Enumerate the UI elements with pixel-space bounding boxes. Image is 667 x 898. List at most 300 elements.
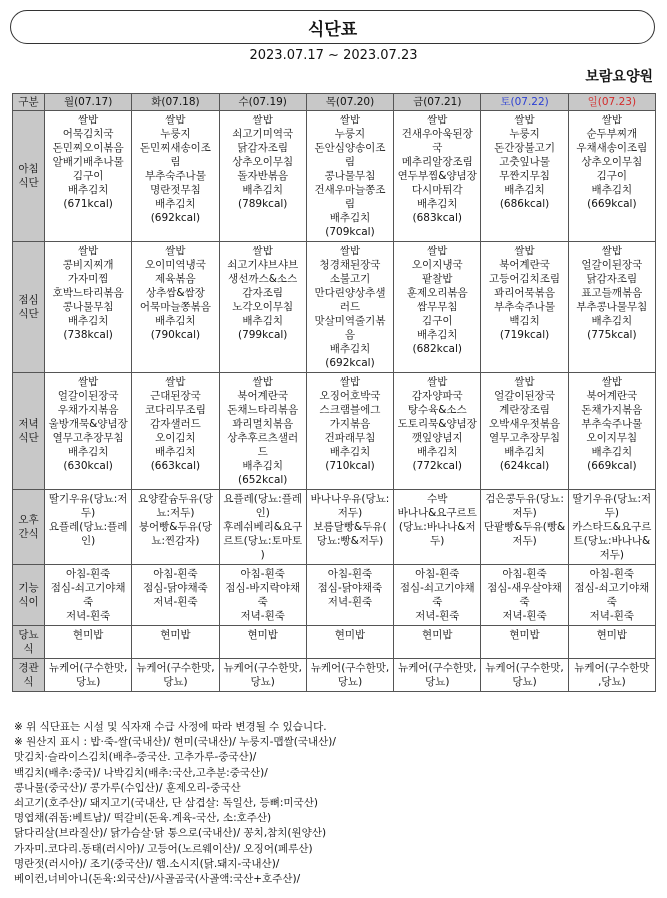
- menu-item: 코다리무조림: [144, 404, 206, 416]
- menu-item: 뉴케어(구수한맛,: [310, 662, 390, 674]
- menu-item: 뇨:저두): [156, 507, 195, 519]
- day-header-row: [13, 94, 656, 111]
- menu-item: 어묵마늘쫑볶음: [139, 301, 211, 313]
- facility-name: 보람요양원: [585, 69, 653, 85]
- menu-item: 스크램블에그: [319, 404, 381, 416]
- menu-cell-snack-mon: [45, 490, 132, 565]
- menu-cell-lunch-mon: [45, 242, 132, 373]
- menu-row-diabetic-diet: [13, 626, 656, 659]
- row-label-line: 저녁: [18, 418, 39, 430]
- menu-item: 아침-흰죽: [65, 568, 111, 580]
- row-label-diabetic-diet: [13, 626, 45, 659]
- menu-item: 쌀밥: [165, 376, 186, 388]
- menu-item: 배추김치: [155, 446, 196, 458]
- menu-item: 오이지냉국: [411, 259, 463, 271]
- menu-item: 림: [344, 198, 356, 210]
- menu-item: 노각오이무침: [232, 301, 294, 313]
- menu-item: 배추김치: [591, 446, 633, 458]
- menu-item: 연두부찜&양념장: [397, 170, 477, 182]
- menu-item: (799kcal): [237, 329, 288, 341]
- menu-item: (775kcal): [587, 329, 637, 341]
- menu-item: 오징어호박국: [319, 390, 381, 402]
- menu-row-snack: [13, 490, 656, 565]
- menu-item: 저녁-흰죽: [415, 610, 460, 622]
- menu-item: 점심-쇠고기야채: [399, 582, 475, 594]
- menu-cell-tube-feeding-sun: [568, 659, 655, 692]
- menu-item: 도토리묵&양념장: [397, 418, 477, 430]
- day-header-mon: 월(07.17): [45, 94, 132, 111]
- menu-item: 돈채느타리볶음: [227, 404, 299, 416]
- menu-item: 딸기우유(당뇨:저: [48, 493, 128, 505]
- menu-item: 순두부찌개: [586, 128, 638, 140]
- day-header-wed: 수(07.19): [219, 94, 306, 111]
- menu-row-tube-feeding: [13, 659, 656, 692]
- menu-item: 배추김치: [242, 315, 283, 327]
- menu-item: 저녁-흰죽: [327, 596, 373, 608]
- menu-item: 생선까스&소스: [228, 273, 298, 285]
- menu-cell-tube-feeding-tue: [132, 659, 219, 692]
- menu-item: 단팥빵&두유(빵&: [483, 521, 566, 533]
- menu-item: 김구이: [596, 170, 628, 182]
- menu-item: 근대된장국: [150, 390, 201, 402]
- row-label-line: 당뇨: [18, 629, 39, 641]
- menu-item: 아침-흰죽: [153, 568, 198, 580]
- menu-item: 아침-흰죽: [415, 568, 460, 580]
- menu-item: 콩나물무침: [62, 301, 114, 313]
- menu-item: 점심-바지락야채: [225, 582, 301, 594]
- menu-item: 울방개묵&양념장: [48, 418, 128, 430]
- menu-cell-dinner-wed: [219, 373, 306, 490]
- menu-item: 건새우아욱된장: [401, 128, 473, 140]
- note-line: 가자미.코다리.동태(러시아)/ 고등어(노르웨이산)/ 오징어(페루산): [14, 842, 313, 855]
- menu-cell-lunch-tue: [132, 242, 219, 373]
- menu-cell-dinner-sat: [481, 373, 568, 490]
- menu-item: 배추김치: [416, 329, 458, 341]
- menu-row-lunch: [13, 242, 656, 373]
- menu-item: 열무고추장무침: [489, 432, 561, 444]
- menu-item: 검은콩두유(당뇨:: [485, 493, 564, 505]
- menu-item: 부추숙주나물: [581, 418, 643, 430]
- menu-item: 뉴케어(구수한맛,: [48, 662, 128, 674]
- note-line: 닭다리살(브라질산)/ 닭가슴살·닭 통으로(국내산)/ 꽁치,참치(원양산): [14, 827, 327, 840]
- menu-item: 저녁-흰죽: [589, 610, 635, 622]
- menu-item: 배추김치: [329, 343, 371, 355]
- menu-item: 백김치: [509, 315, 540, 327]
- menu-item: 돌자반볶음: [237, 170, 289, 182]
- menu-item: 현미밥: [334, 629, 366, 641]
- menu-item: 저녁-흰죽: [65, 610, 111, 622]
- menu-cell-special-diet-fri: [394, 565, 481, 626]
- menu-item: (669kcal): [587, 198, 637, 210]
- menu-item: 현미밥: [72, 629, 104, 641]
- menu-item: 감자양파국: [411, 390, 463, 402]
- menu-item: (682kcal): [412, 343, 462, 355]
- menu-item: 당뇨): [512, 676, 537, 688]
- menu-item: 수박: [427, 493, 448, 505]
- menu-cell-special-diet-thu: [306, 565, 393, 626]
- menu-item: (692kcal): [150, 212, 201, 224]
- menu-item: 저녁-흰죽: [153, 596, 198, 608]
- menu-item: 뉴케어(구수한맛,: [485, 662, 564, 674]
- menu-item: 어묵김치국: [62, 128, 114, 140]
- menu-item: 배추김치: [591, 184, 633, 196]
- menu-item: 계란장조림: [499, 404, 550, 416]
- menu-item: 쌀밥: [339, 376, 361, 388]
- menu-item: (790kcal): [150, 329, 201, 341]
- menu-cell-lunch-sat: [481, 242, 568, 373]
- menu-cell-lunch-thu: [306, 242, 393, 373]
- menu-cell-lunch-wed: [219, 242, 306, 373]
- menu-item: 배추김치: [416, 446, 458, 458]
- menu-item: (789kcal): [237, 198, 288, 210]
- menu-cell-tube-feeding-sat: [481, 659, 568, 692]
- menu-item: 돈간장불고기: [494, 142, 555, 154]
- menu-item: 아침-흰죽: [327, 568, 373, 580]
- row-label-line: 식: [23, 643, 34, 655]
- menu-item: 죽: [606, 596, 617, 608]
- menu-item: 현미밥: [596, 629, 628, 641]
- menu-cell-diabetic-diet-sat: [481, 626, 568, 659]
- menu-item: 당뇨:빵&저두): [316, 535, 384, 547]
- note-line: 콩나물(중국산)/ 콩가루(수입산)/ 훈제오리-중국산: [14, 781, 241, 794]
- menu-cell-tube-feeding-wed: [219, 659, 306, 692]
- row-label-line: 아침: [18, 163, 39, 175]
- menu-item: 요양칼슘두유(당: [137, 493, 213, 505]
- menu-item: 배추김치: [67, 315, 109, 327]
- menu-item: 탕수육&소스: [407, 404, 467, 416]
- menu-item: 누룽지: [509, 128, 540, 140]
- menu-cell-snack-sun: [568, 490, 655, 565]
- menu-item: 북어계란국: [237, 390, 289, 402]
- menu-item: 점심-닭야채죽: [317, 582, 383, 594]
- note-line: 백김치(배추:중국)/ 나박김치(배추:국산,고추분:중국산)/: [14, 766, 268, 779]
- menu-item: 쌀밥: [427, 376, 448, 388]
- menu-item: 당뇨): [75, 676, 101, 688]
- menu-item: (738kcal): [63, 329, 113, 341]
- menu-item: 점심-닭야채죽: [143, 582, 208, 594]
- menu-item: 배추김치: [416, 198, 458, 210]
- menu-item: 죽: [257, 596, 268, 608]
- menu-item: 쌀밥: [252, 245, 273, 257]
- menu-cell-breakfast-wed: [219, 111, 306, 242]
- menu-item: 무짠지무침: [499, 170, 550, 182]
- menu-cell-diabetic-diet-mon: [45, 626, 132, 659]
- menu-item: 쌀밥: [514, 114, 535, 126]
- menu-item: 쌀밥: [77, 245, 99, 257]
- menu-item: (당뇨:바나나&저: [398, 521, 476, 533]
- menu-cell-breakfast-thu: [306, 111, 393, 242]
- menu-item: 북어계란국: [586, 390, 638, 402]
- menu-item: 열무고추장무침: [52, 432, 124, 444]
- note-line: ※ 원산지 표시 : 밥·죽-쌀(국내산)/ 현미(국내산)/ 누룽지-맵쌀(국내산)/: [14, 736, 336, 749]
- menu-item: 러드: [339, 301, 361, 313]
- menu-item: 저두): [599, 549, 625, 561]
- menu-cell-diabetic-diet-thu: [306, 626, 393, 659]
- menu-cell-snack-fri: [394, 490, 481, 565]
- menu-cell-tube-feeding-thu: [306, 659, 393, 692]
- menu-item: 우채새송이조림: [576, 142, 648, 154]
- menu-item: 배추김치: [155, 198, 196, 210]
- menu-cell-special-diet-sun: [568, 565, 655, 626]
- menu-item: 르트(당뇨:토마토: [223, 535, 303, 547]
- menu-cell-diabetic-diet-wed: [219, 626, 306, 659]
- menu-item: 호박느타리볶음: [52, 287, 124, 299]
- row-label-special-diet: [13, 565, 45, 626]
- note-line: 맛김치·슬라이스김치(배추-중국산. 고추가루-중국산)/: [14, 751, 257, 764]
- menu-item: 표고들깨볶음: [581, 287, 643, 299]
- row-label-line: 식단: [18, 177, 39, 189]
- row-label-tube-feeding: [13, 659, 45, 692]
- menu-item: 두): [604, 507, 619, 519]
- menu-item: 쌀밥: [165, 245, 186, 257]
- row-label-line: 점심: [18, 294, 39, 306]
- menu-item: 상추오이무침: [581, 156, 643, 168]
- menu-item: 팥찰밥: [422, 273, 453, 285]
- menu-item: 카스타드&요구르: [572, 521, 652, 533]
- menu-item: 아침-흰죽: [240, 568, 285, 580]
- menu-item: 아침-흰죽: [589, 568, 635, 580]
- menu-cell-dinner-thu: [306, 373, 393, 490]
- row-label-line: 경관: [18, 662, 39, 674]
- row-label-snack: [13, 490, 45, 565]
- menu-item: 쌀밥: [77, 376, 99, 388]
- menu-cell-special-diet-sat: [481, 565, 568, 626]
- menu-item: 얼갈이된장국: [581, 259, 643, 271]
- row-label-line: 오후: [18, 514, 39, 526]
- menu-item: (709kcal): [325, 226, 375, 238]
- menu-item: ): [260, 549, 265, 561]
- menu-item: 쇠고기미역국: [232, 128, 294, 140]
- menu-item: 배추김치: [67, 184, 109, 196]
- menu-item: 배추김치: [242, 184, 283, 196]
- menu-item: 감자샐러드: [150, 418, 201, 430]
- menu-item: 인): [81, 535, 96, 547]
- row-label-breakfast: [13, 111, 45, 242]
- menu-item: 부추콩나물무침: [576, 301, 648, 313]
- menu-cell-tube-feeding-fri: [394, 659, 481, 692]
- menu-item: 죽: [519, 596, 530, 608]
- menu-cell-lunch-fri: [394, 242, 481, 373]
- menu-item: 감자조림: [242, 287, 283, 299]
- menu-item: 당뇨): [163, 676, 188, 688]
- menu-item: 배추김치: [591, 315, 633, 327]
- menu-item: 요플레(당뇨:플레: [223, 493, 303, 505]
- menu-item: 만다린양상추샐: [314, 287, 386, 299]
- page-title-box: [10, 10, 655, 44]
- menu-cell-breakfast-fri: [394, 111, 481, 242]
- menu-item: 상추쌈&쌈장: [145, 287, 205, 299]
- menu-item: 오이김치: [155, 432, 196, 444]
- menu-item: 림: [344, 156, 356, 168]
- menu-item: 제육볶음: [155, 273, 196, 285]
- menu-item: 부추숙주나물: [144, 170, 206, 182]
- menu-item: 죽: [432, 596, 443, 608]
- menu-cell-snack-tue: [132, 490, 219, 565]
- menu-item: 당뇨): [250, 676, 275, 688]
- day-header-tue: 화(07.18): [132, 94, 219, 111]
- weekly-menu-table: [12, 93, 656, 692]
- menu-item: 붕어빵&두유(당: [138, 521, 212, 533]
- menu-item: 오박새우젓볶음: [489, 418, 561, 430]
- menu-item: 뉴케어(구수한맛,: [223, 662, 302, 674]
- row-label-line: 간식: [18, 528, 39, 540]
- menu-item: 요플레(당뇨:플레: [48, 521, 128, 533]
- note-line: 명엽채(쥐돔:베트남)/ 떡갈비(돈육.계육-국산, 소:호주산): [14, 812, 272, 825]
- menu-item: 돈민찌오이볶음: [52, 142, 124, 154]
- menu-item: 쌀밥: [514, 376, 535, 388]
- menu-cell-diabetic-diet-tue: [132, 626, 219, 659]
- menu-item: 배추김치: [329, 446, 371, 458]
- menu-item: 아침-흰죽: [502, 568, 547, 580]
- menu-item: 꽈리멸치볶음: [232, 418, 294, 430]
- row-label-dinner: [13, 373, 45, 490]
- menu-cell-dinner-sun: [568, 373, 655, 490]
- menu-cell-breakfast-tue: [132, 111, 219, 242]
- menu-item: 뉴케어(구수한맛: [574, 662, 650, 674]
- menu-cell-snack-wed: [219, 490, 306, 565]
- menu-cell-breakfast-sun: [568, 111, 655, 242]
- menu-cell-snack-sat: [481, 490, 568, 565]
- corner-header: 구분: [13, 94, 45, 111]
- menu-item: 쌈무무침: [416, 301, 458, 313]
- note-line: 명란젓(러시아)/ 조기(중국산)/ 햄.소시지(닭.돼지-국내산)/: [14, 857, 280, 870]
- menu-cell-lunch-sun: [568, 242, 655, 373]
- menu-item: (692kcal): [325, 357, 375, 369]
- menu-item: 누룽지: [334, 128, 366, 140]
- menu-item: 저두): [337, 507, 363, 519]
- menu-table-body: [13, 111, 656, 692]
- menu-item: 건새우마늘쫑조: [314, 184, 386, 196]
- menu-row-special-diet: [13, 565, 656, 626]
- menu-item: 깻잎양념지: [411, 432, 463, 444]
- menu-item: 드: [257, 446, 268, 458]
- menu-item: 림: [170, 156, 181, 168]
- menu-item: 돈안심양송이조: [314, 142, 386, 154]
- menu-item: 콩비지찌개: [62, 259, 114, 271]
- menu-item: 얼갈이된장국: [57, 390, 119, 402]
- menu-item: 상추후르츠샐러: [227, 432, 299, 444]
- note-line: 쇠고기(호주산)/ 돼지고기(국내산, 단 삼겹살: 독일산, 등뼈:미국산): [14, 797, 318, 810]
- menu-item: 명란젓무침: [150, 184, 201, 196]
- menu-item: 현미밥: [160, 629, 191, 641]
- menu-item: 인): [255, 507, 270, 519]
- menu-item: 고등어김치조림: [489, 273, 561, 285]
- menu-item: 당뇨): [337, 676, 363, 688]
- menu-cell-breakfast-sat: [481, 111, 568, 242]
- menu-cell-special-diet-mon: [45, 565, 132, 626]
- row-label-line: 기능: [18, 582, 39, 594]
- menu-item: 저두): [512, 507, 537, 519]
- menu-cell-diabetic-diet-fri: [394, 626, 481, 659]
- menu-item: ,당뇨): [597, 676, 626, 688]
- menu-item: (630kcal): [63, 460, 113, 472]
- menu-item: (710kcal): [325, 460, 375, 472]
- menu-item: 배추김치: [155, 315, 196, 327]
- menu-item: (772kcal): [412, 460, 462, 472]
- menu-item: 쌀밥: [339, 245, 361, 257]
- menu-cell-dinner-tue: [132, 373, 219, 490]
- menu-item: 음: [344, 329, 356, 341]
- menu-item: 저녁-흰죽: [502, 610, 547, 622]
- notes-section: [14, 720, 654, 887]
- menu-item: (624kcal): [499, 460, 550, 472]
- menu-item: 닭감자조림: [237, 142, 289, 154]
- menu-item: (652kcal): [237, 474, 288, 486]
- menu-item: 돈채가지볶음: [581, 404, 643, 416]
- menu-item: 저녁-흰죽: [240, 610, 285, 622]
- menu-item: 쌀밥: [252, 114, 273, 126]
- menu-item: 딸기우유(당뇨:저: [572, 493, 652, 505]
- menu-item: 쌀밥: [252, 376, 273, 388]
- menu-cell-breakfast-mon: [45, 111, 132, 242]
- menu-item: 쌀밥: [601, 376, 622, 388]
- row-label-line: 식이: [18, 596, 39, 608]
- day-header-sun: 일(07.23): [568, 94, 655, 111]
- menu-item: 뉴케어(구수한맛,: [136, 662, 215, 674]
- row-label-line: 식단: [18, 308, 39, 320]
- menu-item: 점심-쇠고기야채: [50, 582, 126, 594]
- menu-item: (686kcal): [499, 198, 550, 210]
- menu-item: 배추김치: [67, 446, 109, 458]
- menu-item: 두): [430, 535, 445, 547]
- menu-item: 점심-새우살야채: [487, 582, 562, 594]
- menu-item: 배추김치: [242, 460, 283, 472]
- menu-item: 트(당뇨:바나나&: [573, 535, 651, 547]
- menu-item: (663kcal): [150, 460, 201, 472]
- menu-item: 현미밥: [422, 629, 453, 641]
- menu-item: 상추오이무침: [232, 156, 294, 168]
- menu-cell-tube-feeding-mon: [45, 659, 132, 692]
- menu-item: 국: [432, 142, 443, 154]
- menu-period: 2023.07.17 ~ 2023.07.23: [249, 48, 418, 63]
- menu-row-dinner: [13, 373, 656, 490]
- menu-cell-special-diet-wed: [219, 565, 306, 626]
- menu-item: 두): [81, 507, 96, 519]
- row-label-lunch: [13, 242, 45, 373]
- menu-cell-diabetic-diet-sun: [568, 626, 655, 659]
- day-header-fri: 금(07.21): [394, 94, 481, 111]
- menu-item: 후레쉬베리&요구: [223, 521, 303, 533]
- menu-cell-dinner-fri: [394, 373, 481, 490]
- menu-item: 콩나물무침: [324, 170, 376, 182]
- menu-item: 쌀밥: [165, 114, 186, 126]
- day-header-sat: 토(07.22): [481, 94, 568, 111]
- menu-cell-snack-thu: [306, 490, 393, 565]
- note-line: ※ 위 식단표는 시설 및 식자재 수급 사정에 따라 변경될 수 있습니다.: [14, 721, 327, 733]
- menu-item: 쌀밥: [601, 114, 622, 126]
- menu-item: 돈민찌새송이조: [139, 142, 211, 154]
- menu-item: (683kcal): [412, 212, 462, 224]
- menu-item: 배추김치: [504, 184, 545, 196]
- menu-item: 김구이: [72, 170, 104, 182]
- menu-item: 가자미찜: [67, 273, 109, 285]
- menu-row-breakfast: [13, 111, 656, 242]
- menu-item: 당뇨): [425, 676, 450, 688]
- menu-cell-special-diet-tue: [132, 565, 219, 626]
- menu-item: 가지볶음: [329, 418, 371, 430]
- menu-item: 청경채된장국: [319, 259, 381, 271]
- menu-item: 얼갈이된장국: [494, 390, 555, 402]
- menu-item: 쇠고기샤브샤브: [227, 259, 299, 271]
- note-line: 베이컨,너비아니(돈육:외국산)/사골곰국(사골액:국산+호주산)/: [14, 873, 301, 886]
- menu-item: 맛살미역줄기볶: [314, 315, 386, 327]
- menu-item: 점심-쇠고기야채: [574, 582, 650, 594]
- menu-item: 알배기배추나물: [52, 156, 124, 168]
- menu-item: 누룽지: [160, 128, 191, 140]
- menu-item: 쌀밥: [601, 245, 622, 257]
- menu-item: 현미밥: [247, 629, 278, 641]
- row-label-line: 식단: [18, 432, 39, 444]
